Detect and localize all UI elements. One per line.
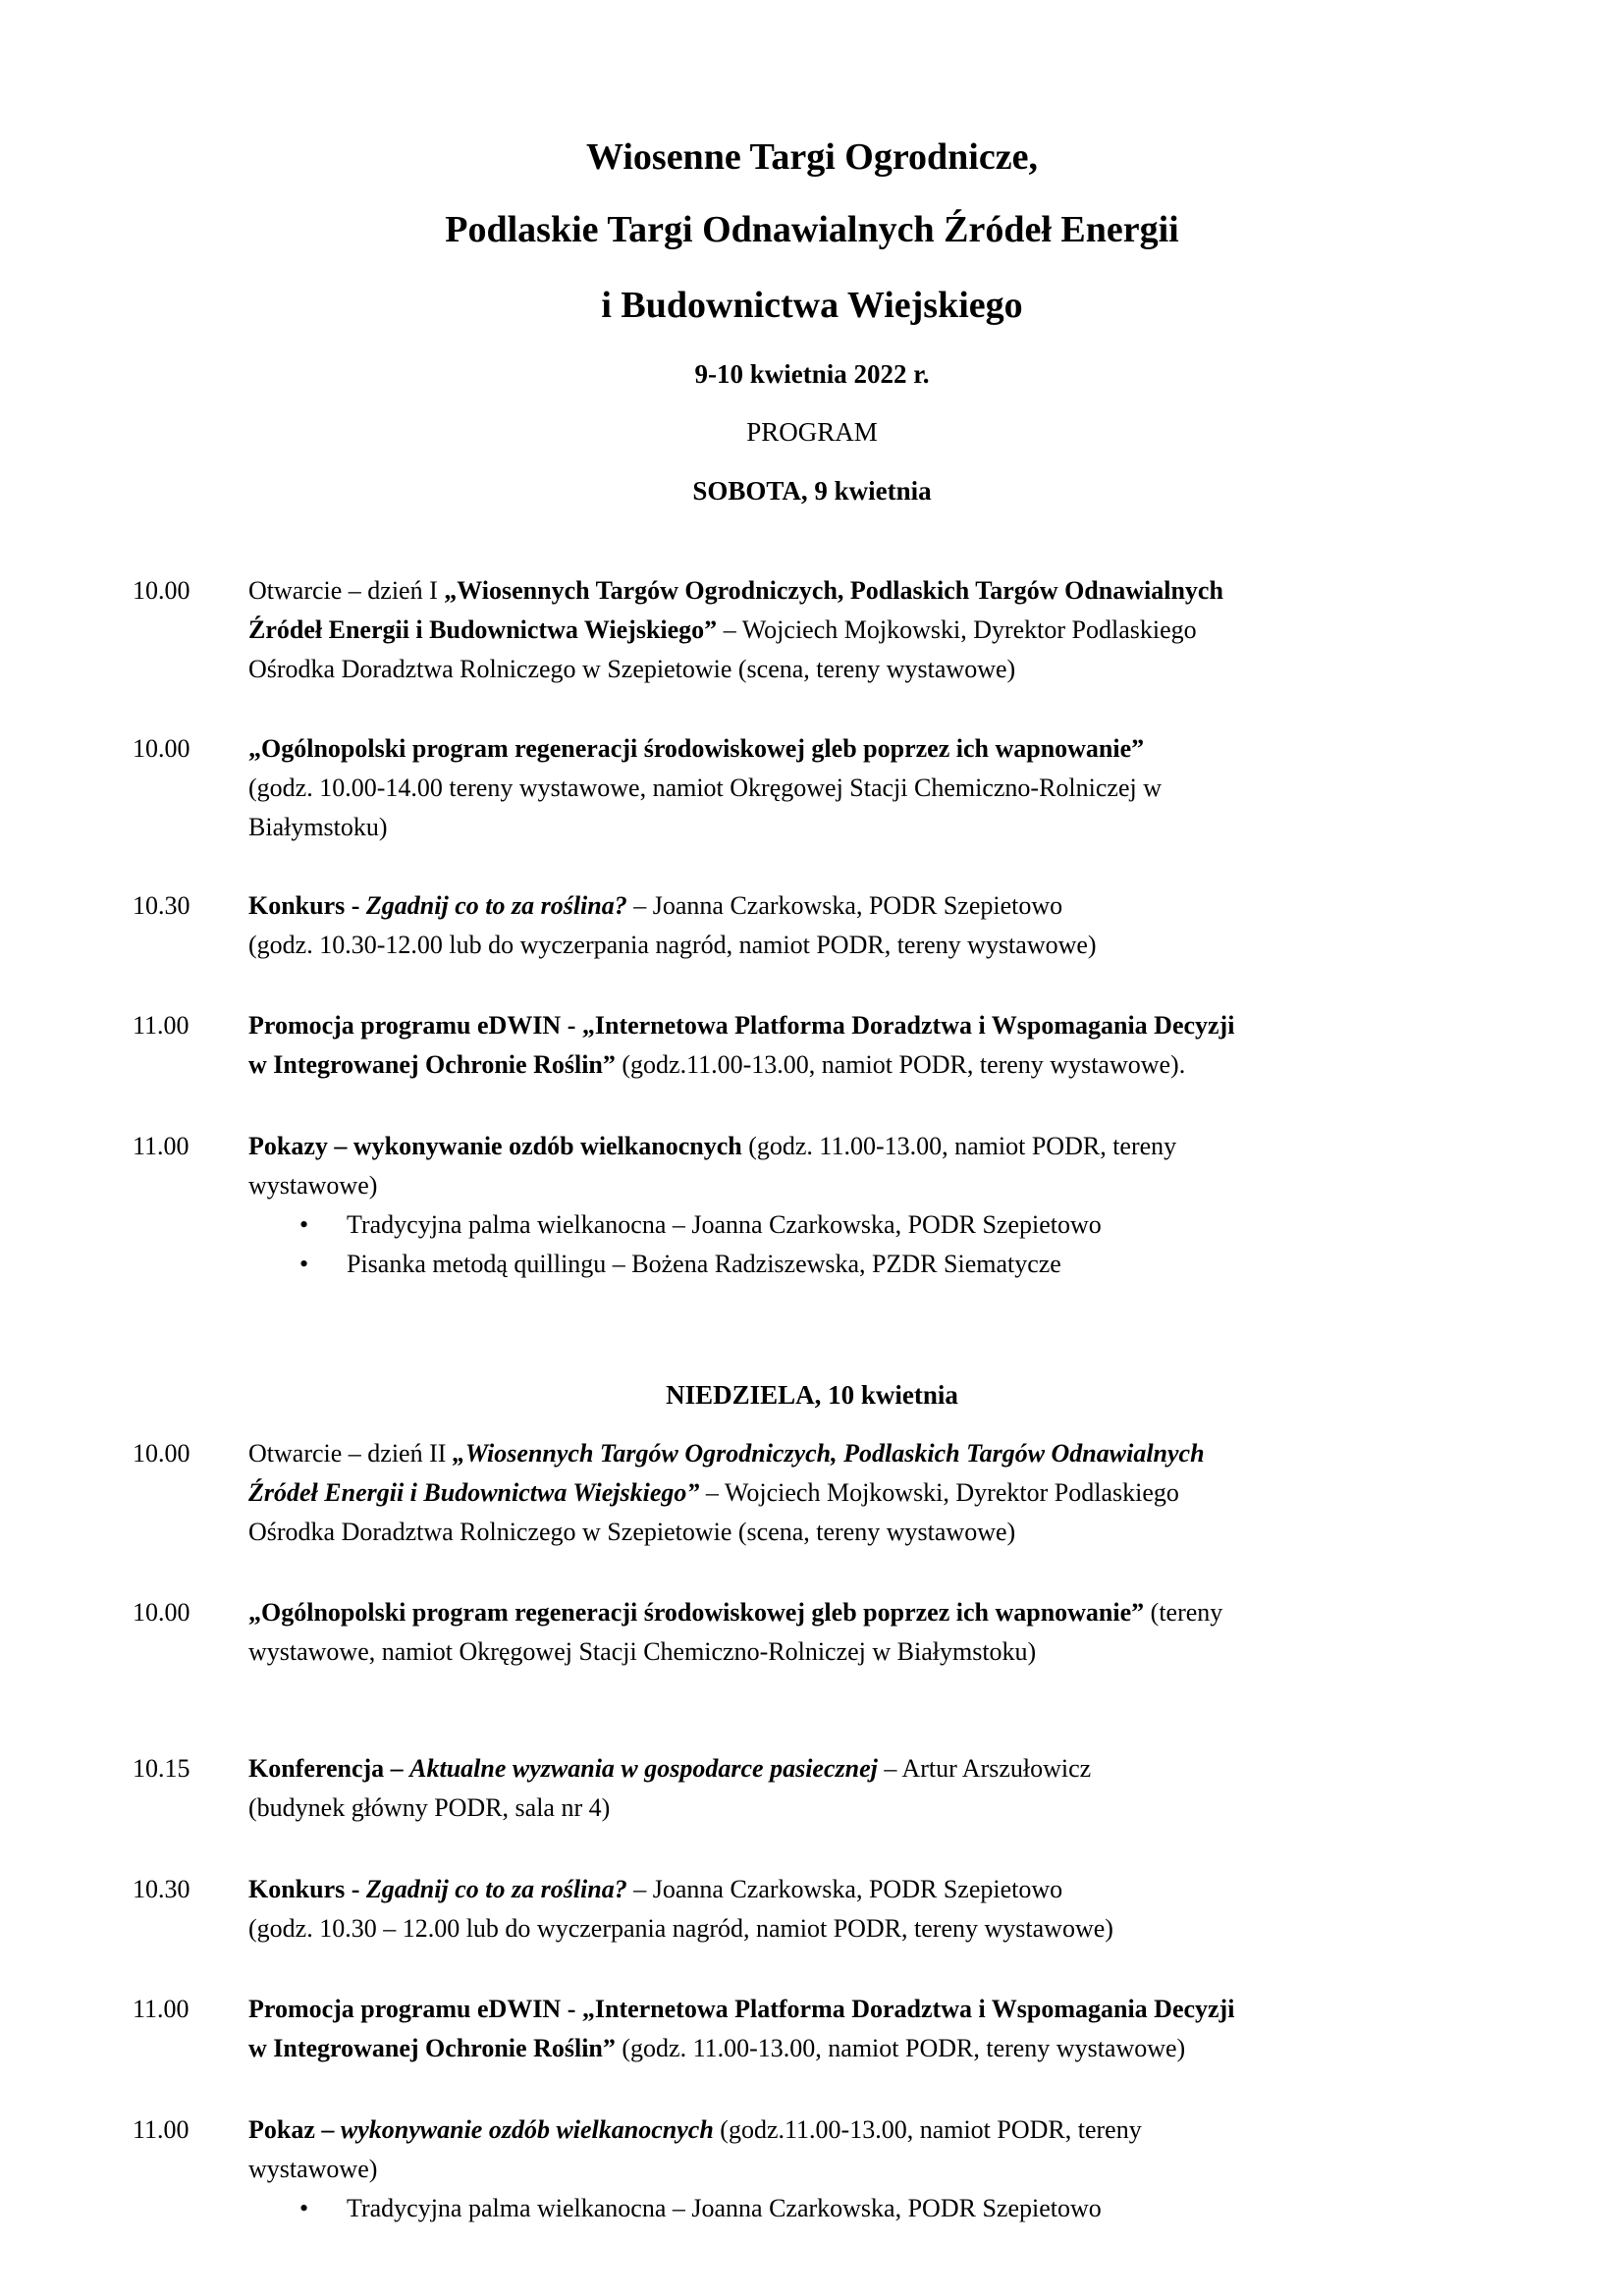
text-run: – Wojciech Mojkowski, Dyrektor Podlaskiego: [717, 615, 1197, 644]
entry-line: [248, 1473, 1466, 1513]
entry-description: [248, 1434, 1466, 1552]
entry-line: [248, 1749, 1466, 1789]
entry-time: 11.00: [133, 1011, 189, 1040]
entry-description: [248, 2110, 1466, 2228]
text-run: „Ogólnopolski program regeneracji środowiskowej gleb poprzez ich wapnowanie”: [248, 1598, 1145, 1627]
entry-description: [248, 886, 1466, 965]
text-run: wystawowe, namiot Okręgowej Stacji Chemiczno-Rolniczej w Białymstoku): [248, 1637, 1037, 1666]
entry-time: 11.00: [133, 2115, 189, 2144]
bullet-item: [248, 1205, 1466, 1245]
entry-line: [248, 1789, 1466, 1828]
day-heading-sunday: NIEDZIELA, 10 kwietnia: [666, 1380, 958, 1410]
text-run: Źródeł Energii i Budownictwa Wiejskiego”: [248, 1478, 700, 1507]
text-run: Białymstoku): [248, 813, 388, 841]
entry-description: [248, 729, 1466, 847]
text-run: Pokazy – wykonywanie ozdób wielkanocnych: [248, 1132, 742, 1160]
entry-line: [248, 1513, 1466, 1552]
bullet-item: [248, 2189, 1466, 2228]
text-run: (budynek główny PODR, sala nr 4): [248, 1793, 611, 1822]
entry-line: [248, 769, 1466, 808]
text-run: „Wiosennych Targów Ogrodniczych, Podlaskich Targów Odnawialnych: [444, 576, 1223, 605]
entry-line: [248, 729, 1466, 769]
bullet-text: Tradycyjna palma wielkanocna – Joanna Czarkowska, PODR Szepietowo: [347, 1210, 1102, 1239]
bullet-list: [248, 2189, 1466, 2228]
entry-time: 11.00: [133, 1995, 189, 2023]
bullet-list: [248, 1205, 1466, 1284]
entry-line: [248, 808, 1466, 847]
text-run: wykonywanie ozdób wielkanocnych: [340, 2115, 714, 2144]
text-run: (tereny: [1144, 1598, 1223, 1627]
text-run: Zgadnij co to za roślina?: [365, 1875, 627, 1903]
text-run: Konkurs -: [248, 1875, 366, 1903]
entry-description: [248, 1990, 1466, 2068]
entry-line: [248, 1127, 1466, 1166]
entry-line: [248, 650, 1466, 689]
text-run: (godz. 11.00-13.00, namiot PODR, tereny wystawowe): [615, 2034, 1186, 2062]
text-run: wystawowe): [248, 1171, 378, 1200]
bullet-icon: •: [299, 1210, 309, 1239]
text-run: (godz.11.00-13.00, namiot PODR, tereny wystawowe).: [615, 1050, 1186, 1079]
text-run: Aktualne wyzwania w gospodarce pasiecznej: [409, 1754, 878, 1783]
text-run: (godz. 10.30 – 12.00 lub do wyczerpania nagród, namiot PODR, tereny wystawowe): [248, 1914, 1113, 1943]
entry-line: [248, 926, 1466, 965]
entry-line: [248, 1006, 1466, 1045]
entry-description: [248, 1127, 1466, 1284]
entry-description: [248, 1749, 1466, 1828]
text-run: Otwarcie – dzień II: [248, 1439, 453, 1468]
text-run: Zgadnij co to za roślina?: [365, 891, 627, 920]
entry-description: [248, 1593, 1466, 1672]
title-line-1: Wiosenne Targi Ogrodnicze,: [586, 136, 1038, 178]
entry-line: [248, 2150, 1466, 2189]
entry-line: [248, 1909, 1466, 1949]
bullet-item: [248, 1245, 1466, 1284]
text-run: Ośrodka Doradztwa Rolniczego w Szepietowie (scena, tereny wystawowe): [248, 1518, 1016, 1546]
text-run: (godz.11.00-13.00, namiot PODR, tereny: [713, 2115, 1142, 2144]
entry-line: [248, 1434, 1466, 1473]
text-run: Źródeł Energii i Budownictwa Wiejskiego”: [248, 615, 718, 644]
bullet-icon: •: [299, 2194, 309, 2222]
program-label: PROGRAM: [746, 417, 878, 447]
entry-line: [248, 2029, 1466, 2068]
entry-line: [248, 1870, 1466, 1909]
entry-line: [248, 1990, 1466, 2029]
text-run: „Wiosennych Targów Ogrodniczych, Podlaskich Targów Odnawialnych: [452, 1439, 1205, 1468]
entry-time: 10.00: [133, 734, 190, 763]
text-run: „Ogólnopolski program regeneracji środowiskowej gleb poprzez ich wapnowanie”: [248, 734, 1145, 763]
bullet-text: Tradycyjna palma wielkanocna – Joanna Czarkowska, PODR Szepietowo: [347, 2194, 1102, 2222]
entry-description: [248, 1006, 1466, 1085]
text-run: wystawowe): [248, 2155, 378, 2183]
text-run: Pokaz –: [248, 2115, 341, 2144]
text-run: – Artur Arszułowicz: [877, 1754, 1092, 1783]
text-run: (godz. 10.30-12.00 lub do wyczerpania nagród, namiot PODR, tereny wystawowe): [248, 931, 1097, 959]
entry-time: 10.00: [133, 1598, 190, 1627]
text-run: Ośrodka Doradztwa Rolniczego w Szepietowie (scena, tereny wystawowe): [248, 655, 1016, 683]
text-run: Konferencja –: [248, 1754, 410, 1783]
entry-time: 10.30: [133, 891, 190, 920]
day-heading-saturday: SOBOTA, 9 kwietnia: [692, 476, 932, 506]
text-run: Promocja programu eDWIN - „Internetowa Platforma Doradztwa i Wspomagania Decyzji: [248, 1995, 1235, 2023]
entry-line: [248, 1166, 1466, 1205]
title-line-3: i Budownictwa Wiejskiego: [601, 285, 1023, 326]
entry-line: [248, 1593, 1466, 1632]
entry-time: 10.00: [133, 1439, 190, 1468]
text-run: Konkurs -: [248, 891, 366, 920]
text-run: (godz. 11.00-13.00, namiot PODR, tereny: [741, 1132, 1177, 1160]
text-run: – Wojciech Mojkowski, Dyrektor Podlaskiego: [699, 1478, 1179, 1507]
entry-description: [248, 571, 1466, 689]
text-run: – Joanna Czarkowska, PODR Szepietowo: [626, 1875, 1063, 1903]
entry-line: [248, 571, 1466, 611]
text-run: Otwarcie – dzień I: [248, 576, 445, 605]
title-line-2: Podlaskie Targi Odnawialnych Źródeł Energii: [445, 209, 1179, 250]
entry-time: 10.30: [133, 1875, 190, 1903]
bullet-icon: •: [299, 1250, 309, 1278]
entry-time: 10.00: [133, 576, 190, 605]
entry-time: 11.00: [133, 1132, 189, 1160]
entry-time: 10.15: [133, 1754, 190, 1783]
entry-line: [248, 1632, 1466, 1672]
text-run: (godz. 10.00-14.00 tereny wystawowe, namiot Okręgowej Stacji Chemiczno-Rolniczej w: [248, 774, 1162, 802]
event-dates: 9-10 kwietnia 2022 r.: [694, 359, 930, 389]
entry-line: [248, 1045, 1466, 1085]
entry-line: [248, 611, 1466, 650]
bullet-text: Pisanka metodą quillingu – Bożena Radziszewska, PZDR Siematycze: [347, 1250, 1061, 1278]
text-run: Promocja programu eDWIN - „Internetowa Platforma Doradztwa i Wspomagania Decyzji: [248, 1011, 1235, 1040]
text-run: w Integrowanej Ochronie Roślin”: [248, 2034, 616, 2062]
entry-line: [248, 886, 1466, 926]
text-run: – Joanna Czarkowska, PODR Szepietowo: [626, 891, 1063, 920]
entry-line: [248, 2110, 1466, 2150]
text-run: w Integrowanej Ochronie Roślin”: [248, 1050, 616, 1079]
entry-description: [248, 1870, 1466, 1949]
